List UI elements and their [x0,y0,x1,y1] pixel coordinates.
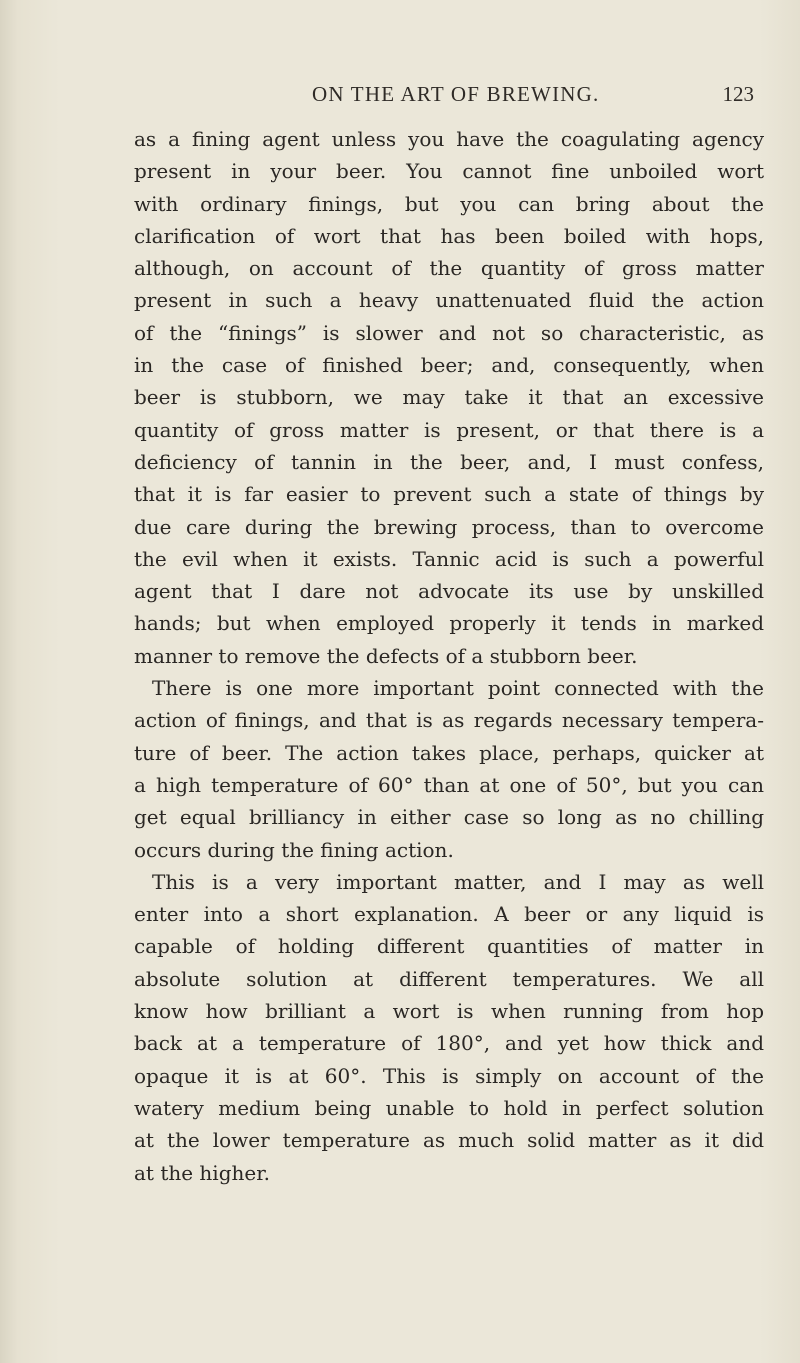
text-line: present in such a heavy unattenuated fluid the action [134,288,764,313]
text-line: quantity of gross matter is present, or that there is a [134,417,764,442]
text-line: present in your beer. You cannot fine unboiled wort [134,159,764,184]
text-line: watery medium being unable to hold in perfect solution [134,1095,764,1120]
text-line: enter into a short explanation. A beer or any liquid is [134,902,764,927]
text-line: that it is far easier to prevent such a state of things by [134,482,764,507]
text-line: hands; but when employed properly it tends in marked [134,611,764,636]
text-line: manner to remove the defects of a stubborn beer. [134,643,638,668]
text-line: as a fining agent unless you have the coagulating agency [134,127,764,151]
text-line: This is a very important matter, and I may as well [152,869,764,894]
text-line: occurs during the fining action. [134,837,454,862]
text-line: with ordinary finings, but you can bring about the [134,191,764,216]
running-title: ON THE ART OF BREWING. [312,82,600,106]
text-line: opaque it is at 60°. This is simply on account of the [134,1063,764,1088]
page-header [0,82,800,112]
text-line: capable of holding different quantities of matter in [134,934,764,959]
text-line: clarification of wort that has been boiled with hops, [134,223,764,248]
text-line: although, on account of the quantity of gross matter [134,256,764,281]
text-line: of the “finings” is slower and not so characteristic, as [134,320,764,345]
text-line: There is one more important point connected with the [152,676,764,701]
text-line: at the higher. [134,1160,270,1185]
body-text [134,123,764,1189]
text-line: beer is stubborn, we may take it that an excessive [134,385,764,410]
text-line: deficiency of tannin in the beer, and, I must confess, [134,449,764,474]
text-line: the evil when it exists. Tannic acid is such a powerful [134,546,764,571]
text-line: know how brilliant a wort is when running from hop [134,999,764,1024]
page-number: 123 [722,82,754,106]
text-line: action of finings, and that is as regards necessary tempera- [134,708,764,733]
text-line: in the case of finished beer; and, consequently, when [134,353,764,378]
text-line: get equal brilliancy in either case so long as no chilling [134,805,764,830]
text-line: back at a temperature of 180°, and yet how thick and [134,1031,764,1056]
text-line: agent that I dare not advocate its use by unskilled [134,579,764,604]
text-line: ture of beer. The action takes place, perhaps, quicker at [134,740,764,765]
text-line: due care during the brewing process, than to overcome [134,514,764,539]
text-line: a high temperature of 60° than at one of 50°, but you can [134,772,764,797]
text-line: at the lower temperature as much solid matter as it did [134,1128,764,1153]
text-line: absolute solution at different temperatures. We all [134,966,764,991]
